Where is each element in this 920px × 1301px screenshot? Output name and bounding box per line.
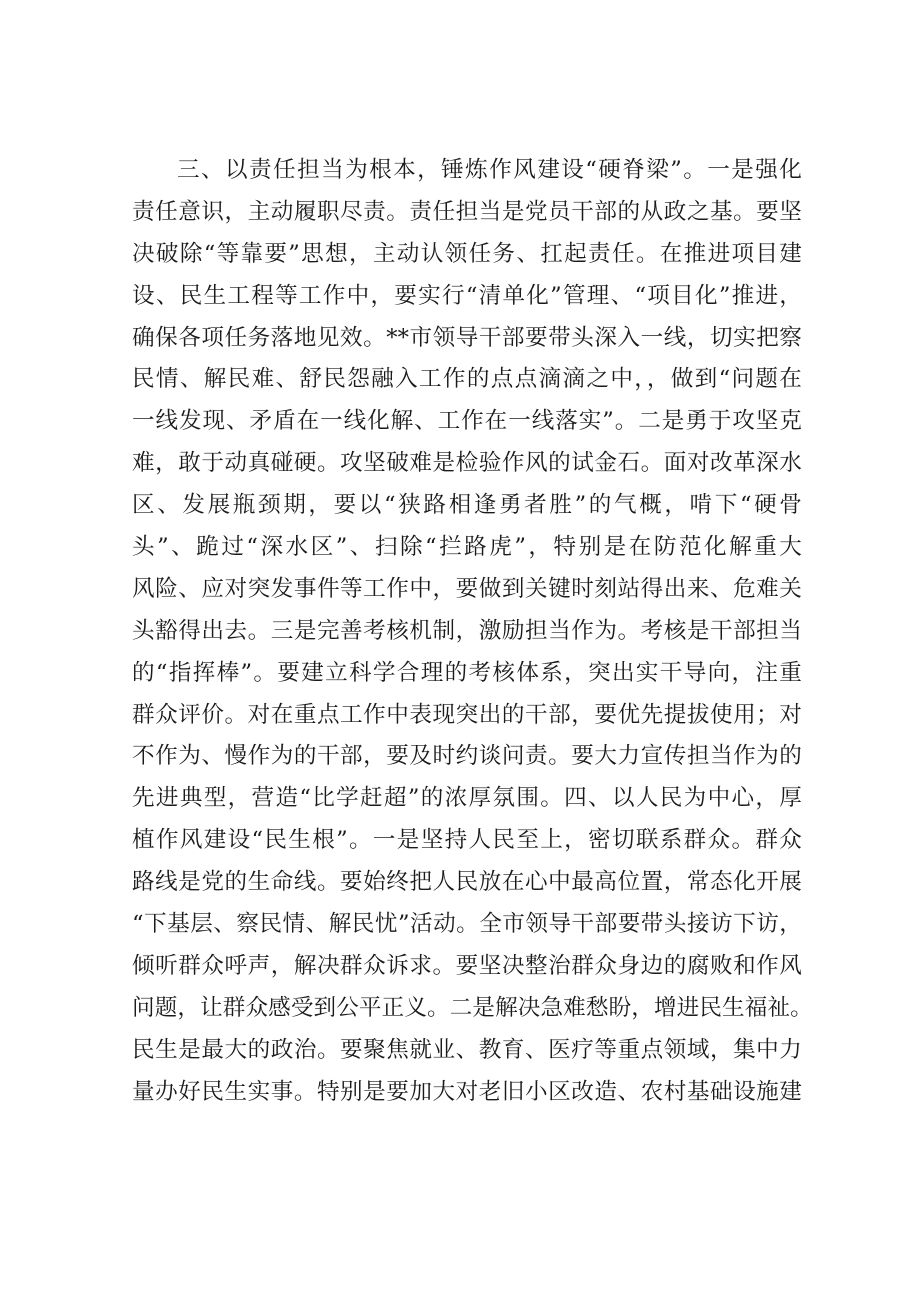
- text-line: 植作风建设“民生根”。一是坚持人民至上，密切联系群众。群众: [132, 827, 802, 854]
- text-line: 量办好民生实事。特别是要加大对老旧小区改造、农村基础设施建: [132, 1078, 802, 1105]
- text-line: 民生是最大的政治。要聚焦就业、教育、医疗等重点领域，集中力: [132, 1036, 802, 1063]
- text-line: 确保各项任务落地见效。**市领导干部要带头深入一线，切实把察: [132, 324, 802, 351]
- text-line: 区、发展瓶颈期，要以“狭路相逢勇者胜”的气概，啃下“硬骨: [132, 492, 802, 519]
- text-line: 头豁得出去。三是完善考核机制，激励担当作为。考核是干部担当: [132, 617, 802, 644]
- text-line: 先进典型，营造“比学赶超”的浓厚氛围。四、以人民为中心，厚: [132, 785, 802, 812]
- text-line: 风险、应对突发事件等工作中，要做到关键时刻站得出来、危难关: [132, 575, 802, 602]
- text-line: 民情、解民难、舒民怨融入工作的点点滴滴之中，，做到“问题在: [132, 366, 802, 393]
- text-line: 头”、跪过“深水区”、扫除“拦路虎”，特别是在防范化解重大: [132, 534, 802, 561]
- text-line: 问题，让群众感受到公平正义。二是解决急难愁盼，增进民生福祉。: [132, 994, 813, 1021]
- text-line: 不作为、慢作为的干部，要及时约谈问责。要大力宣传担当作为的: [132, 743, 802, 770]
- text-line: 决破除“等靠要”思想，主动认领任务、扛起责任。在推进项目建: [132, 240, 802, 267]
- text-line: 三、以责任担当为根本，锤炼作风建设“硬脊梁”。一是强化: [177, 157, 802, 183]
- text-line: 责任意识，主动履职尽责。责任担当是党员干部的从政之基。要坚: [132, 198, 802, 225]
- text-line: 一线发现、矛盾在一线化解、工作在一线落实”。二是勇于攻坚克: [132, 408, 802, 435]
- body-paragraph: [132, 150, 813, 1113]
- text-line: “下基层、察民情、解民忧”活动。全市领导干部要带头接访下访，: [132, 911, 802, 938]
- text-line: 倾听群众呼声，解决群众诉求。要坚决整治群众身边的腐败和作风: [132, 952, 802, 979]
- text-line: 群众评价。对在重点工作中表现突出的干部，要优先提拔使用；对: [132, 701, 802, 728]
- text-line: 路线是党的生命线。要始终把人民放在心中最高位置，常态化开展: [132, 869, 802, 896]
- text-line: 设、民生工程等工作中，要实行“清单化”管理、“项目化”推进，: [132, 282, 802, 309]
- text-line: 的“指挥棒”。要建立科学合理的考核体系，突出实干导向，注重: [132, 659, 802, 686]
- text-line: 难，敢于动真碰硬。攻坚破难是检验作风的试金石。面对改革深水: [132, 450, 802, 477]
